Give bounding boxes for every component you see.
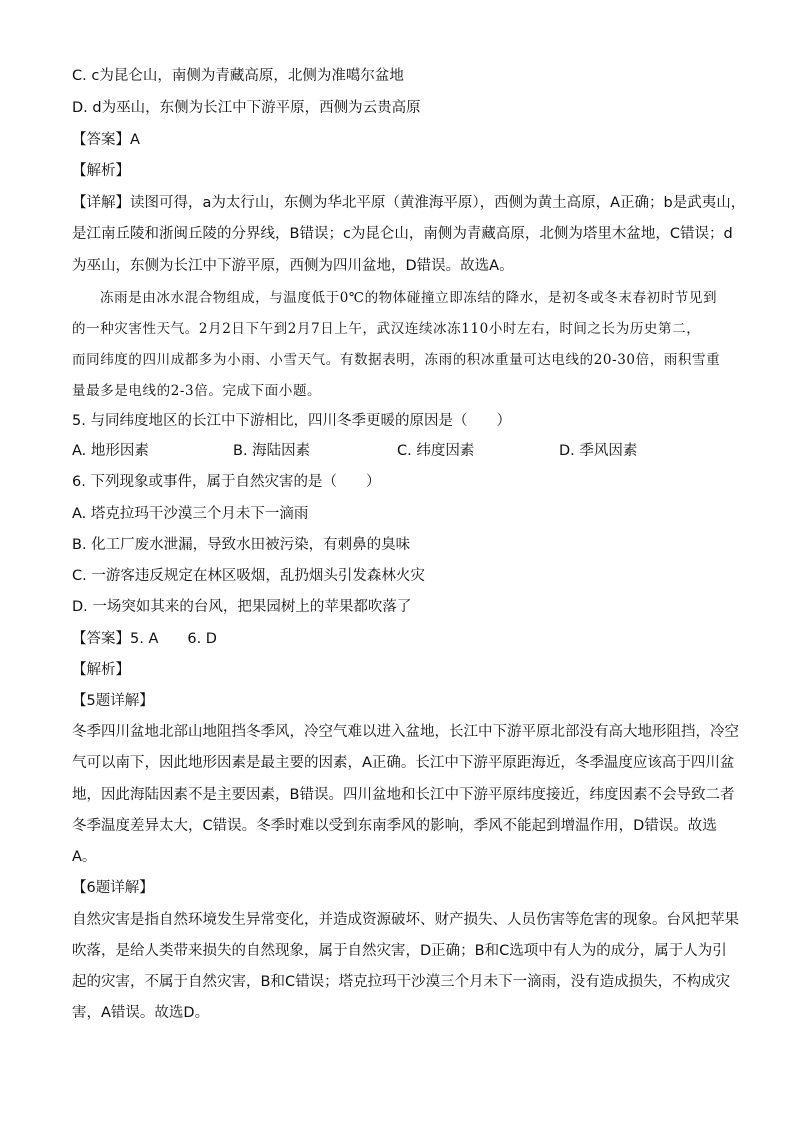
- q5-stem: 5. 与同纬度地区的长江中下游相比，四川冬季更暖的原因是（ ）: [72, 413, 511, 429]
- answer: 【答案】5. A 6. D: [72, 631, 217, 647]
- passage-line: 冻雨是由冰水混合物组成，与温度低于0℃的物体碰撞立即冻结的降水，是初冬或冬末春初时节见到: [100, 290, 718, 306]
- q5-option-c: C. 纬度因素: [397, 443, 475, 459]
- q6-stem: 6. 下列现象或事件，属于自然灾害的是（ ）: [72, 474, 381, 490]
- q5-detail-line: 气可以南下，因此地形因素是最主要的因素，A正确。长江中下游平原距海近，冬季温度应该高于四川盆: [72, 755, 735, 771]
- passage-line: 的一种灾害性天气。2月2日下午到2月7日上午，武汉连续冰冻110小时左右，时间之长为历史第二，: [72, 321, 701, 337]
- q5-option-a: A. 地形因素: [72, 443, 149, 459]
- q5-detail-line: 冬季温度差异太大，C错误。冬季时难以受到东南季风的影响，季风不能起到增温作用，D错误。故选: [72, 818, 717, 834]
- q6-detail-label: 【6题详解】: [72, 880, 154, 896]
- q6-detail-line: 起的灾害，不属于自然灾害，B和C错误；塔克拉玛干沙漠三个月未下一滴雨，没有造成损失，不构成灾: [72, 974, 731, 990]
- q5-detail-line: 冬季四川盆地北部山地阻挡冬季风，冷空气难以进入盆地，长江中下游平原北部没有高大地形阻挡，冷空: [72, 724, 739, 740]
- prev-detail-line: 是江南丘陵和浙闽丘陵的分界线，B错误；c为昆仑山，南侧为青藏高原，北侧为塔里木盆地，C错误；d: [72, 226, 733, 242]
- prev-detail-line: 为巫山，东侧为长江中下游平原，西侧为四川盆地，D错误。故选A。: [72, 258, 514, 274]
- q6-detail-line: 害，A错误。故选D。: [72, 1005, 210, 1021]
- q6-detail-line: 吹落，是给人类带来损失的自然现象，属于自然灾害，D正确；B和C选项中有人为的成分，属于人为引: [72, 943, 727, 959]
- q5-option-b: B. 海陆因素: [233, 443, 311, 459]
- q6-option-c: C. 一游客违反规定在林区吸烟，乱扔烟头引发森林火灾: [72, 568, 425, 584]
- q5-options: [72, 441, 732, 461]
- q5-detail-line: 地，因此海陆因素不是主要因素，B错误。四川盆地和长江中下游平原纬度接近，纬度因素不会导致二者: [72, 787, 735, 803]
- prev-option-d: D. d为巫山，东侧为长江中下游平原，西侧为云贵高原: [72, 100, 421, 116]
- analysis-label: 【解析】: [72, 662, 130, 678]
- prev-answer: 【答案】A: [72, 132, 140, 148]
- prev-analysis-label: 【解析】: [72, 163, 130, 179]
- q5-detail-line: A。: [72, 849, 97, 865]
- prev-option-c: C. c为昆仑山，南侧为青藏高原，北侧为准噶尔盆地: [72, 68, 404, 84]
- q6-option-a: A. 塔克拉玛干沙漠三个月未下一滴雨: [72, 506, 309, 522]
- q5-detail-label: 【5题详解】: [72, 693, 154, 709]
- q5-option-d: D. 季风因素: [559, 443, 638, 459]
- passage-line: 量最多是电线的2-3倍。完成下面小题。: [72, 383, 322, 399]
- passage-line: 而同纬度的四川成都多为小雨、小雪天气。有数据表明，冻雨的积冰重量可达电线的20-30倍，雨积雪重: [72, 352, 721, 368]
- q6-option-b: B. 化工厂废水泄漏，导致水田被污染，有刺鼻的臭味: [72, 537, 411, 553]
- q6-detail-line: 自然灾害是指自然环境发生异常变化，并造成资源破坏、财产损失、人员伤害等危害的现象。台风把苹果: [72, 912, 739, 928]
- prev-detail-line: 【详解】读图可得，a为太行山，东侧为华北平原（黄淮海平原），西侧为黄土高原，A正确；b是武夷山，: [72, 195, 746, 211]
- q6-option-d: D. 一场突如其来的台风，把果园树上的苹果都吹落了: [72, 599, 412, 615]
